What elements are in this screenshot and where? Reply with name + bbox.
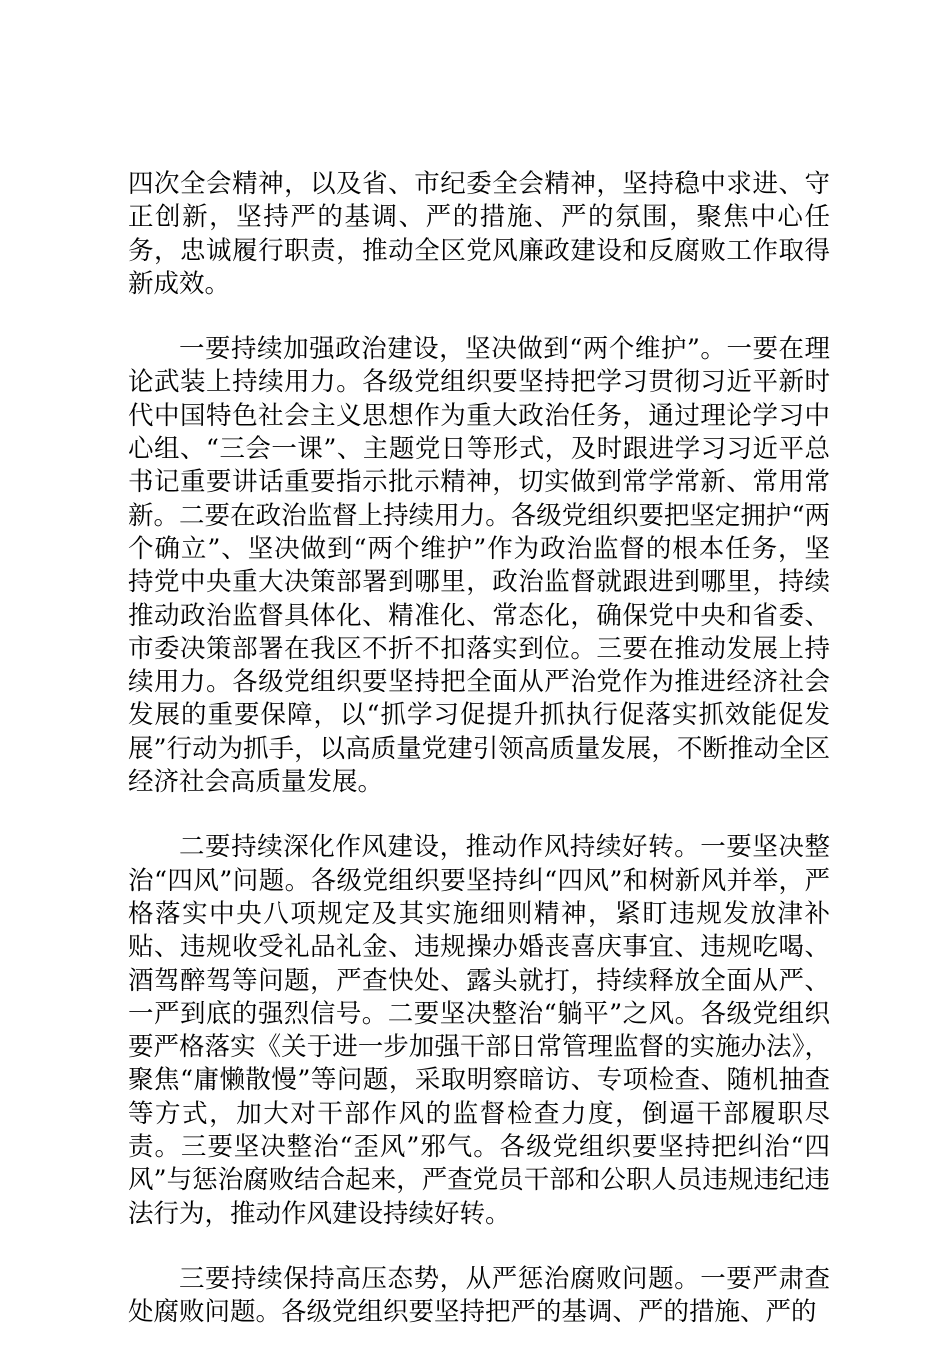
paragraph-anti-corruption: 三要持续保持高压态势，从严惩治腐败问题。一要严肃查处腐败问题。各级党组织要坚持把严的基调、严的措施、严的 [128, 1263, 830, 1328]
paragraph-continuation: 四次全会精神，以及省、市纪委全会精神，坚持稳中求进、守正创新，坚持严的基调、严的措施、严的氛围，聚焦中心任务，忠诚履行职责，推动全区党风廉政建设和反腐败工作取得新成效。 [128, 169, 830, 299]
document-page [128, 168, 830, 1362]
paragraph-work-style: 二要持续深化作风建设，推动作风持续好转。一要坚决整治“四风”问题。各级党组织要坚持纠“四风”和树新风并举，严格落实中央八项规定及其实施细则精神，紧盯违规发放津补贴、违规收受礼品礼金、违规操办婚丧喜庆事宜、违规吃喝、酒驾醉驾等问题，严查快处、露头就打，持续释放全面从严、一严到底的强烈信号。二要坚决整治“躺平”之风。各级党组织要严格落实《关于进一步加强干部日常管理监督的实施办法》，聚焦“庸懒散慢”等问题，采取明察暗访、专项检查、随机抽查等方式，加大对干部作风的监督检查力度，倒逼干部履职尽责。三要坚决整治“歪风”邪气。各级党组织要坚持把纠治“四风”与惩治腐败结合起来，严查党员干部和公职人员违规违纪违法行为，推动作风建设持续好转。 [128, 832, 830, 1229]
paragraph-political-building: 一要持续加强政治建设，坚决做到“两个维护”。一要在理论武装上持续用力。各级党组织要坚持把学习贯彻习近平新时代中国特色社会主义思想作为重大政治任务，通过理论学习中心组、“三会一课”、主题党日等形式，及时跟进学习习近平总书记重要讲话重要指示批示精神，切实做到常学常新、常用常新。二要在政治监督上持续用力。各级党组织要把坚定拥护“两个确立”、坚决做到“两个维护”作为政治监督的根本任务，坚持党中央重大决策部署到哪里，政治监督就跟进到哪里，持续推动政治监督具体化、精准化、常态化，确保党中央和省委、市委决策部署在我区不折不扣落实到位。三要在推动发展上持续用力。各级党组织要坚持把全面从严治党作为推进经济社会发展的重要保障，以“抓学习促提升抓执行促落实抓效能促发展”行动为抓手，以高质量党建引领高质量发展，不断推动全区经济社会高质量发展。 [128, 334, 830, 798]
